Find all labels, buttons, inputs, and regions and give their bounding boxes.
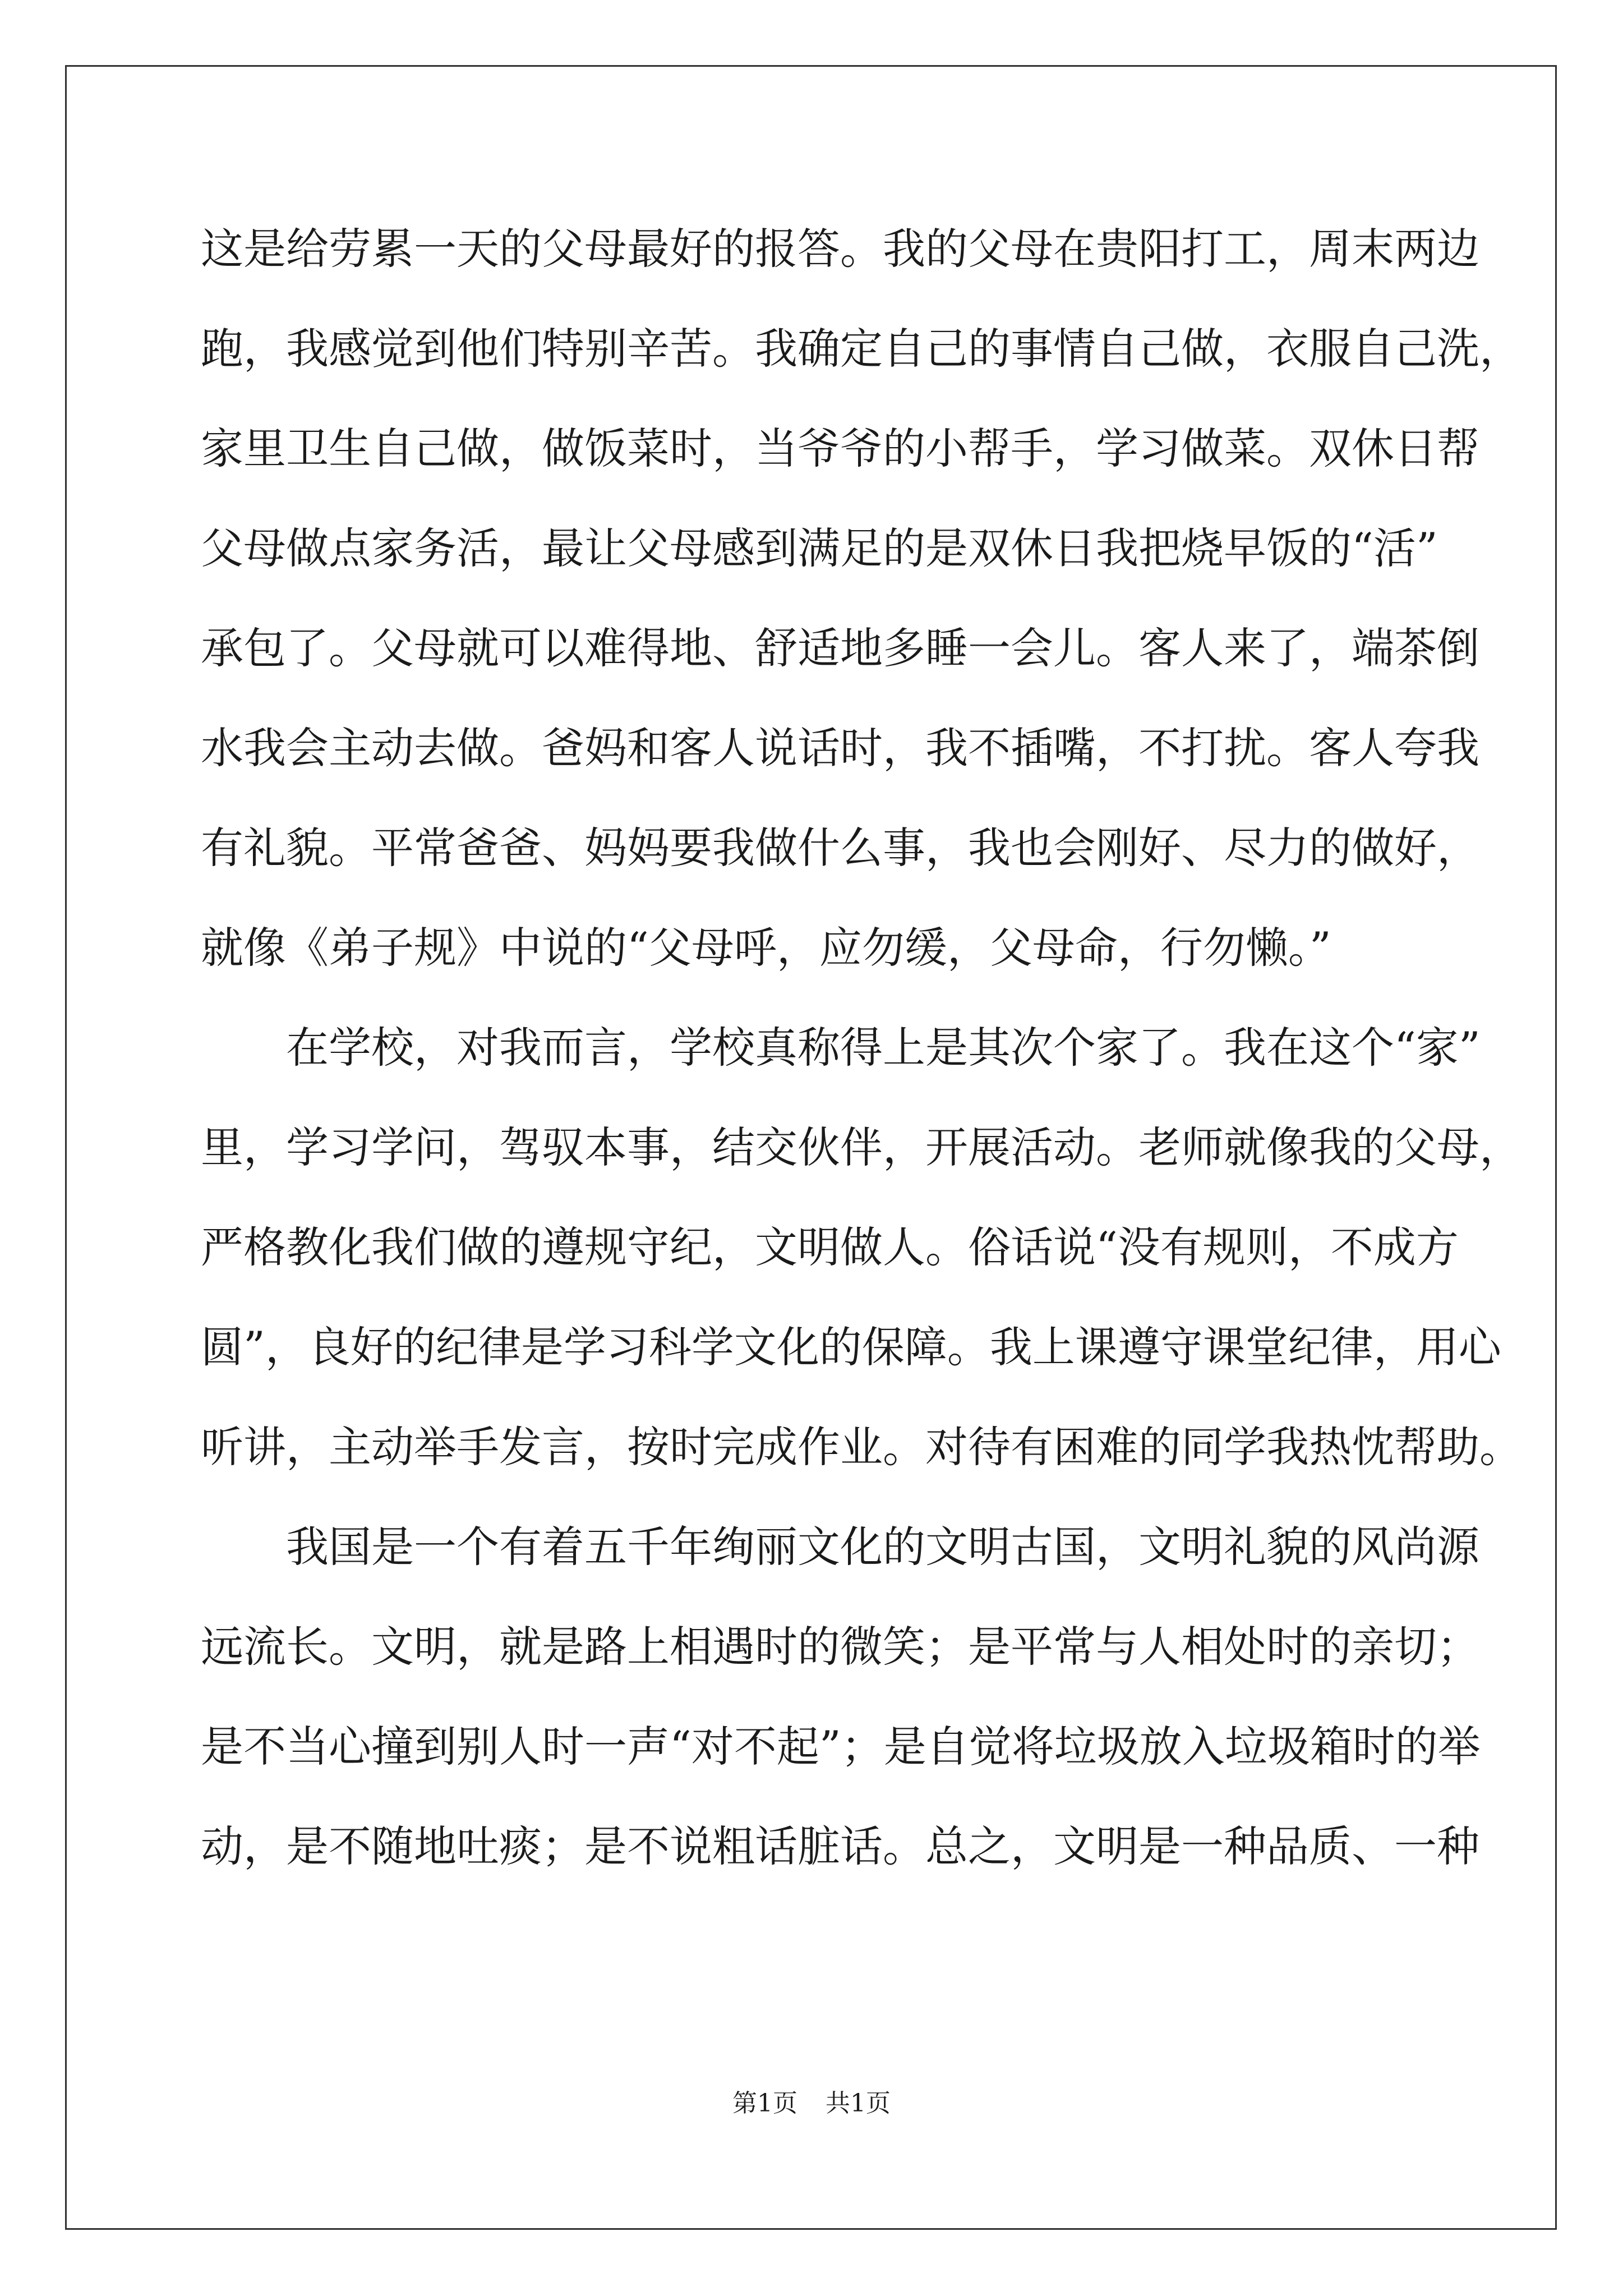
text-line: 圆”，良好的纪律是学习科学文化的保障。我上课遵守课堂纪律，用心	[201, 1322, 1501, 1372]
text-line: 动，是不随地吐痰；是不说粗话脏话。总之，文明是一种品质、一种	[201, 1821, 1479, 1871]
text-line: 承包了。父母就可以难得地、舒适地多睡一会儿。客人来了，端茶倒	[201, 623, 1479, 673]
text-line: 在学校，对我而言，学校真称得上是其次个家了。我在这个“家”	[286, 1023, 1481, 1073]
text-line: 水我会主动去做。爸妈和客人说话时，我不插嘴，不打扰。客人夸我	[201, 723, 1479, 773]
text-line: 是不当心撞到别人时一声“对不起”；是自觉将垃圾放入垃圾箱时的举	[201, 1722, 1481, 1772]
text-line: 就像《弟子规》中说的“父母呼，应勿缓，父母命，行勿懒。”	[201, 923, 1331, 973]
text-line: 家里卫生自己做，做饭菜时，当爷爷的小帮手，学习做菜。双休日帮	[201, 424, 1479, 473]
text-line: 里，学习学问，驾驭本事，结交伙伴，开展活动。老师就像我的父母，	[201, 1122, 1522, 1172]
page-footer	[0, 2087, 1623, 2120]
page-number: 第1页	[732, 2089, 797, 2118]
text-line: 严格教化我们做的遵规守纪，文明做人。俗话说“没有规则，不成方	[201, 1222, 1459, 1272]
page-total: 共1页	[826, 2089, 891, 2118]
text-line: 我国是一个有着五千年绚丽文化的文明古国，文明礼貌的风尚源	[286, 1522, 1479, 1572]
text-line: 父母做点家务活，最让父母感到满足的是双休日我把烧早饭的“活”	[201, 523, 1438, 573]
text-line: 听讲，主动举手发言，按时完成作业。对待有困难的同学我热忱帮助。	[201, 1422, 1522, 1472]
text-line: 远流长。文明，就是路上相遇时的微笑；是平常与人相处时的亲切；	[201, 1622, 1479, 1672]
text-line: 跑，我感觉到他们特别辛苦。我确定自己的事情自己做，衣服自己洗，	[201, 324, 1522, 374]
text-line: 这是给劳累一天的父母最好的报答。我的父母在贵阳打工，周末两边	[201, 224, 1479, 274]
text-line: 有礼貌。平常爸爸、妈妈要我做什么事，我也会刚好、尽力的做好，	[201, 823, 1479, 873]
